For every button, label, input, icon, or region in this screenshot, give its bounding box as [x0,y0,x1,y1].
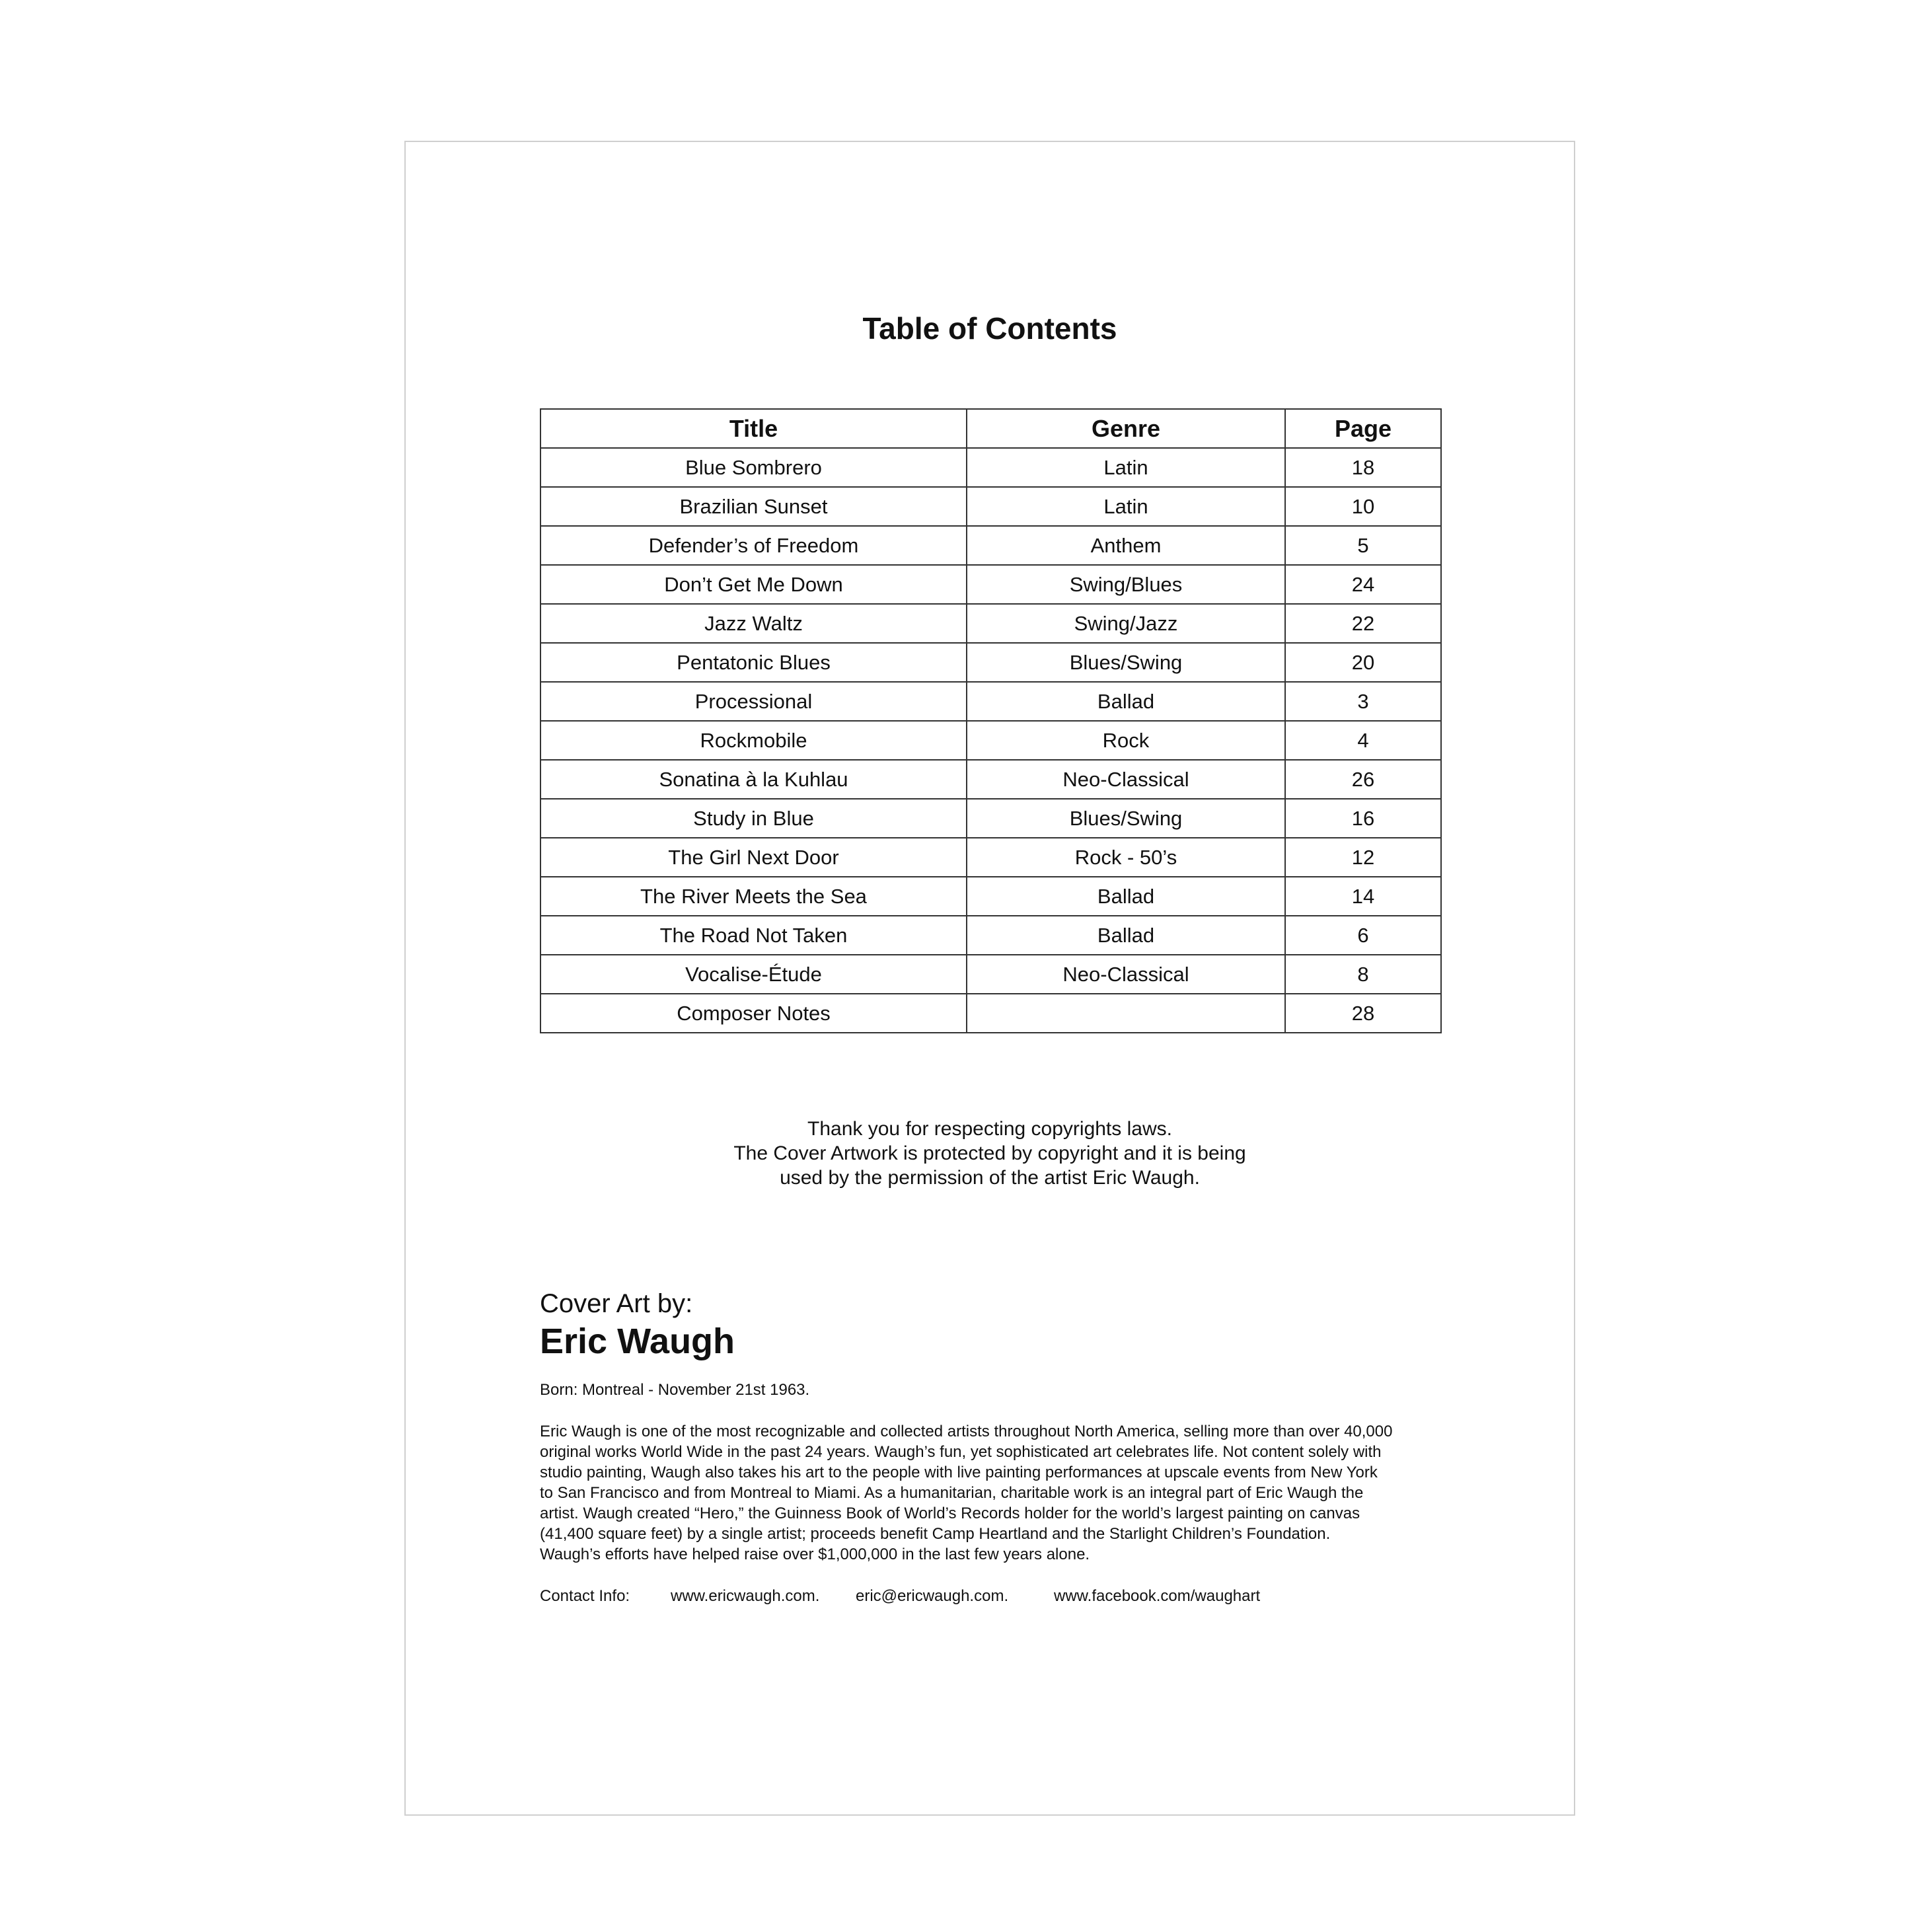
toc-cell-title: Don’t Get Me Down [540,565,967,604]
toc-cell-genre: Ballad [967,916,1285,955]
table-row [540,448,1441,487]
table-row [540,565,1441,604]
toc-cell-title: The River Meets the Sea [540,877,967,916]
website-link[interactable]: www.ericwaugh.com. [671,1587,820,1605]
artist-bio [540,1421,1445,1565]
toc-cell-page: 5 [1285,526,1441,565]
toc-table [540,408,1442,1033]
document-page [404,141,1575,1816]
table-row [540,799,1441,838]
cover-art-section [540,1286,1445,1606]
toc-cell-page: 18 [1285,448,1441,487]
toc-cell-page: 12 [1285,838,1441,877]
toc-cell-title: Composer Notes [540,994,967,1033]
toc-cell-page: 20 [1285,643,1441,682]
toc-cell-genre: Blues/Swing [967,643,1285,682]
toc-cell-page: 26 [1285,760,1441,799]
bio-line: original works World Wide in the past 24 years. Waugh’s fun, yet sophisticated art celebrates life. Not content solely with [540,1443,1382,1461]
toc-cell-title: Pentatonic Blues [540,643,967,682]
toc-cell-genre: Swing/Blues [967,565,1285,604]
email-link[interactable]: eric@ericwaugh.com. [856,1587,1009,1605]
toc-cell-title: Brazilian Sunset [540,487,967,526]
toc-cell-title: Rockmobile [540,721,967,760]
toc-cell-genre [967,994,1285,1033]
toc-cell-title: The Road Not Taken [540,916,967,955]
toc-cell-title: Processional [540,682,967,721]
toc-cell-genre: Anthem [967,526,1285,565]
bio-line: to San Francisco and from Montreal to Miami. As a humanitarian, charitable work is an integral part of Eric Waugh the [540,1484,1364,1502]
toc-cell-genre: Rock [967,721,1285,760]
contact-info [540,1586,1445,1606]
contact-label: Contact Info: [540,1587,630,1605]
bio-line: studio painting, Waugh also takes his art to the people with live painting performances at upscale events from New York [540,1464,1378,1481]
toc-cell-genre: Ballad [967,877,1285,916]
toc-cell-title: Blue Sombrero [540,448,967,487]
toc-cell-genre: Ballad [967,682,1285,721]
table-row [540,721,1441,760]
toc-cell-page: 8 [1285,955,1441,994]
toc-cell-page: 10 [1285,487,1441,526]
toc-cell-page: 4 [1285,721,1441,760]
table-row [540,838,1441,877]
toc-heading: Table of Contents [862,311,1117,346]
copyright-notice [406,1117,1574,1190]
toc-cell-title: Study in Blue [540,799,967,838]
toc-cell-page: 24 [1285,565,1441,604]
bio-line: (41,400 square feet) by a single artist; proceeds benefit Camp Heartland and the Starlight Children’s Foundation. [540,1525,1331,1543]
table-row [540,955,1441,994]
toc-cell-title: Vocalise-Étude [540,955,967,994]
toc-cell-genre: Blues/Swing [967,799,1285,838]
bio-line: Waugh’s efforts have helped raise over $1,000,000 in the last few years alone. [540,1545,1090,1563]
toc-cell-title: Defender’s of Freedom [540,526,967,565]
table-row [540,487,1441,526]
artist-born: Born: Montreal - November 21st 1963. [540,1381,810,1399]
copyright-line: The Cover Artwork is protected by copyright and it is being [733,1142,1246,1164]
table-row [540,526,1441,565]
table-row [540,682,1441,721]
toc-cell-page: 22 [1285,604,1441,643]
toc-header-row [540,409,1441,448]
toc-cell-genre: Neo-Classical [967,760,1285,799]
copyright-line: used by the permission of the artist Eric Waugh. [780,1167,1200,1189]
toc-cell-genre: Swing/Jazz [967,604,1285,643]
copyright-line: Thank you for respecting copyrights laws. [807,1118,1172,1140]
table-row [540,994,1441,1033]
toc-cell-page: 28 [1285,994,1441,1033]
toc-cell-genre: Latin [967,487,1285,526]
toc-cell-genre: Neo-Classical [967,955,1285,994]
bio-line: artist. Waugh created “Hero,” the Guinness Book of World’s Records holder for the world’s largest painting on canvas [540,1505,1360,1522]
table-row [540,916,1441,955]
table-row [540,643,1441,682]
toc-cell-genre: Rock - 50’s [967,838,1285,877]
toc-cell-page: 3 [1285,682,1441,721]
table-row [540,604,1441,643]
cover-art-label: Cover Art by: [540,1289,693,1318]
toc-header-genre: Genre [967,409,1285,448]
toc-header-page: Page [1285,409,1441,448]
toc-cell-title: The Girl Next Door [540,838,967,877]
facebook-link[interactable]: www.facebook.com/waughart [1054,1587,1261,1605]
toc-cell-genre: Latin [967,448,1285,487]
toc-cell-title: Sonatina à la Kuhlau [540,760,967,799]
table-row [540,760,1441,799]
artist-name: Eric Waugh [540,1321,735,1361]
toc-cell-page: 16 [1285,799,1441,838]
toc-cell-title: Jazz Waltz [540,604,967,643]
toc-cell-page: 14 [1285,877,1441,916]
toc-cell-page: 6 [1285,916,1441,955]
toc-header-title: Title [540,409,967,448]
table-row [540,877,1441,916]
bio-line: Eric Waugh is one of the most recognizable and collected artists throughout North America, selling more than over 40,000 [540,1423,1393,1440]
